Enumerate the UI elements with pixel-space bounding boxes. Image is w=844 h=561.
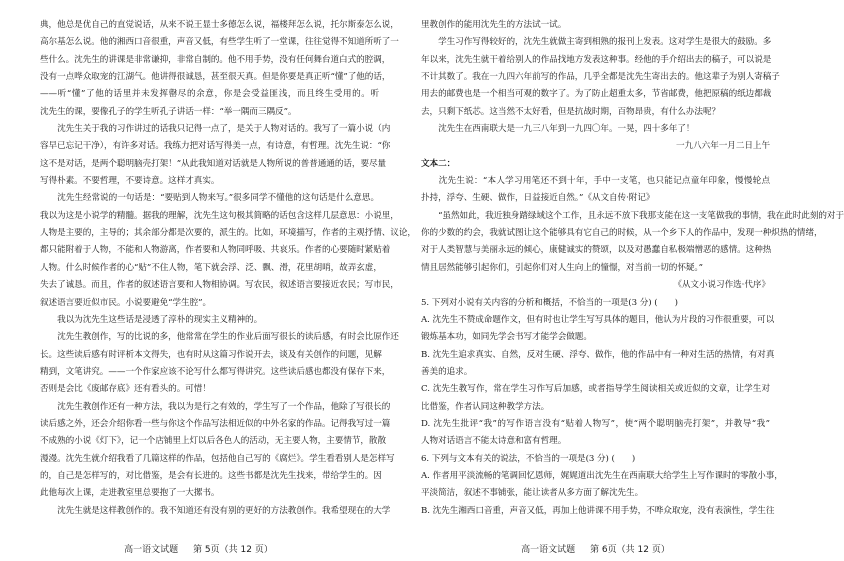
text-line: 我以为这是小说学的精髓。据我的理解，沈先生这句极其简略的话包含这样几层意思：小说里， — [40, 210, 399, 221]
text-line: 人物是主要的，主导的；其余部分都是次要的，派生的。比如，环境描写，作者的主观抒情、议论， — [40, 228, 416, 239]
text-line: 沈先生的课，要像孔子的学生听孔子讲话一样：“举一隅而三隅反”。 — [40, 106, 297, 117]
text-line: 比借鉴，作者认同这种教学方法。 — [421, 401, 550, 412]
text-line: 你的少数的约会，我就试图让这个能够具有它自己的时候，从一个乡下人的作品中，发现一种炽热的情绪， — [421, 228, 823, 239]
text-line: 里教创作的能用沈先生的方法试一试。 — [421, 20, 567, 30]
text-line: 读后感之外，还会介绍你看一些与你这个作品写法相近似的中外名家的作品。记得我写过一篇 — [40, 418, 391, 429]
text-line: D. 沈先生批评“我”的写作语言没有“贴着人物写”，使“两个聪明脑壳打架”，并教导“我” — [421, 418, 770, 429]
text-line: 用去的邮费也是一个相当可观的数字了。为了防止超重太多，节省邮费，他把原稿的纸边都裁 — [421, 89, 772, 100]
text-line: 高尔基怎么说。他的湘西口音很重，声音又低，有些学生听了一堂课，往往觉得不知道所听了一 — [40, 37, 399, 48]
text-line: 沈先生教创作，写的比说的多，他常常在学生的作业后面写很长的读后感，有时会比原作还 — [40, 332, 399, 343]
text-line: 典，他总是优自己的直觉说话，从来不说王显士多德怎么说，福楼拜怎么说，托尔斯泰怎么说， — [40, 20, 399, 30]
text-line: 这不是对话，是两个聪明脑壳打架！”从此我知道对话就是人物所说的普普通通的话，要尽量 — [40, 158, 387, 169]
page-5-footer — [0, 542, 397, 555]
text-line: 善美的追求。 — [421, 366, 473, 377]
text-line: 人物对话语言不能太诗意和富有哲理。 — [421, 436, 567, 447]
text-line: 否则是会比《废邮存底》还有看头的。可惜！ — [40, 384, 211, 395]
text-line: 沈先生说：“本人学习用笔还不到十年，手中一支笔，也只能记点童年印象，慢慢轮点 — [421, 176, 770, 187]
footer-page-number: 第 5页（共 12 页） — [193, 545, 273, 555]
text-line: 学生习作写得较好的，沈先生就做主寄到相熟的报刊上发表。这对学生是很大的鼓励。多 — [421, 37, 772, 48]
text-line: A. 沈先生不赞成命题作文，但有时也让学生写写具体的题目，他认为片段的习作很重要，可以 — [421, 314, 775, 325]
text-line: 文本二： — [421, 158, 456, 169]
text-line: 我以为沈先生这些话是浸透了淳朴的现实主义精神的。 — [40, 314, 263, 325]
text-line: 沈先生教创作还有一种方法，我以为是行之有效的，学生写了一个作品，他除了写很长的 — [40, 401, 391, 412]
text-line: 扑持，浮夸、生硬、做作，日益接近自然。”《从文自传·附记》 — [421, 193, 655, 204]
text-line: 沈先生关于我的习作讲过的话我只记得一点了，是关于人物对话的。我写了一篇小说（内 — [40, 124, 391, 135]
text-line: A. 作者用平淡流畅的笔调回忆恩师，娓娓道出沈先生在西南联大给学生上写作课时的零散小事， — [421, 470, 783, 481]
text-line: 些什么。沈先生的讲课是非常谦抑，非常自制的。他不用手势，没有任何舞台道白式的腔调， — [40, 54, 391, 65]
text-line: 的，自己是怎样写的，对比借鉴，是会有长进的。这些书都是沈先生找来，带给学生的。因 — [40, 470, 382, 481]
text-line: 精到，文笔讲究。——一个作家应该不论写什么都写得讲究。这些读后感也都没有保存下来， — [40, 366, 391, 377]
page-6-footer — [397, 542, 794, 555]
text-line: B. 沈先生湘西口音重，声音又低，再加上他讲课不用手势，不哗众取宠，没有表演性，学生往 — [421, 505, 775, 516]
footer-exam-title: 高一语文试题 — [521, 545, 576, 555]
text-line: 平淡简洁，叙述不事铺张，能让读者从多方面了解沈先生。 — [421, 488, 644, 499]
text-line: 一九八六年一月二日上午 — [676, 141, 770, 152]
page-5-body — [40, 17, 416, 520]
text-line: 去，只剩下纸芯。这当然不太好看，但是抗战时期，百物昂贵，有什么办法呢？ — [421, 106, 721, 117]
text-line: ——听“懂”了他的话里并未发挥罄尽的余意，你是会受益匪浅，而且终生受用的。听 — [40, 89, 379, 100]
text-line: 失去了诚恳。而且，作者的叙述语言要和人物相协调。写农民，叙述语言要接近农民；写市民， — [40, 280, 399, 291]
text-line: 容早已忘记干净），有许多对话。我练力把对话写得美一点，有诗意，有哲理。沈先生说：“你 — [40, 141, 391, 152]
text-line: 锻炼基本功，如同先学会书写才能学会做题。 — [421, 332, 592, 343]
text-line: “虽然如此，我近独身踏绿域这个工作，且永远不放下我那支能在这一支笔做我的事情，我在此时此刻的对于 — [421, 210, 844, 221]
text-line: 此他每次上课，走进教室里总要抱了一大摞书。 — [40, 488, 220, 499]
text-line: 漫漫。沈先生就介绍我看了几篇这样的作品，包括他自己写的《腐烂》。学生看看别人是怎样写 — [40, 453, 395, 464]
text-line: 长。这些读后感有时评析本文得失，也有时从这篇习作说开去，谈及有关创作的问题，见解 — [40, 349, 382, 360]
text-line: 年以来，沈先生就干着给别人的作品找地方发表这种事。经他的手介绍出去的稿子，可以说是 — [421, 54, 772, 65]
text-line: 沈先生就是这样教创作的。我不知道还有没有别的更好的方法教创作。我希望现在的大学 — [40, 505, 391, 516]
text-line: 不计其数了。我在一九四六年前写的作品，几乎全都是沈先生寄出去的。他这辈子为别人寄稿子 — [421, 72, 780, 83]
text-line: 6. 下列与文本有关的说法，不恰当的一项是(3 分) ( ) — [421, 453, 636, 464]
text-line: 写得朴素。不要哲理，不要诗意。这样才真实。 — [40, 176, 220, 187]
text-line: 没有一点哗众取宠的江湖气。他讲得很诚恳，甚至很天真。但是你要是真正听“懂”了他的话， — [40, 72, 391, 83]
text-line: 情且居然能够引起你们，引起你们对人生向上的憧憬，对当前一切的怀疑。” — [421, 262, 703, 273]
text-line: 沈先生在西南联大是一九三八年到一九四〇年。一晃，四十多年了！ — [421, 124, 695, 135]
text-line: 《从文小说习作选·代序》 — [673, 280, 770, 291]
page-6-body — [421, 17, 844, 520]
text-line: 沈先生经常说的一句话是：“要贴到人物来写。”很多同学不懂他的这句话是什么意思。 — [40, 193, 379, 204]
text-line: 人物。什么时候作者的心“贴”不住人物，笔下就会浮、泛、飘、滑，花里胡哨，故弄玄虚， — [40, 262, 382, 273]
exam-page-5 — [0, 0, 416, 561]
text-line: C. 沈先生教写作，常在学生习作写后加感，或者指导学生阅读相关或近似的文章，让学生对 — [421, 384, 770, 395]
text-line: 叙述语言要近似市民。小说要避免“学生腔”。 — [40, 297, 212, 308]
text-line: 都只能附着于人物，不能和人物游离，作者要和人物同呼吸、共哀乐。作者的心要随时紧贴着 — [40, 245, 391, 256]
footer-page-number: 第 6页（共 12 页） — [590, 545, 670, 555]
footer-exam-title: 高一语文试题 — [124, 545, 179, 555]
text-line: 对于人类智慧与美丽永远的倾心，康健诚实的赞颂，以及对愚蠢自私极端憎恶的感情。这种热 — [421, 245, 772, 256]
text-line: 不成熟的小说《灯下》，记一个店铺里上灯以后各色人的活动，无主要人物，主要情节，散散 — [40, 436, 386, 447]
text-line: B. 沈先生追求真实、自然，反对生硬、浮夸、做作，他的作品中有一种对生活的热情，有对真 — [421, 349, 775, 360]
text-line: 5. 下列对小说有关内容的分析和概括，不恰当的一项是(3 分) ( ) — [421, 297, 678, 308]
exam-page-6 — [397, 0, 844, 561]
